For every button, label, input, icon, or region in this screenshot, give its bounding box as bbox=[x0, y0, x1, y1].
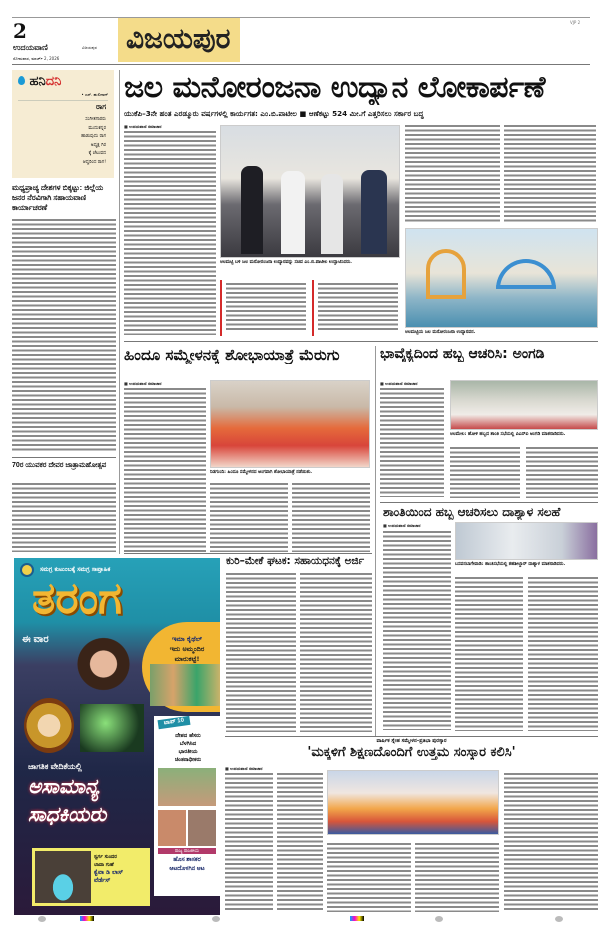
ad-box2-line: ಬೆಳಗಿಸಿದ bbox=[179, 741, 197, 747]
angadi-byline: ■ ಉದಯವಾಣಿ ಸಮಾಚಾರ bbox=[380, 381, 418, 386]
ad-top10: ಟಾಪ್ 10 bbox=[158, 716, 191, 729]
lead-body-col4 bbox=[504, 124, 596, 224]
color-registration-marks bbox=[0, 916, 600, 924]
ad-box3-line: ವೆರ್ಡೆಸ್ bbox=[94, 877, 111, 884]
ad-box1-line: ಮಾರುಕಟ್ಟೆ! bbox=[174, 655, 200, 663]
hindu-caption: ನಿಡಗುಂದಿ: ಹಿಂದೂ ಸಮ್ಮೇಳನದ ಅಂಗವಾಗಿ ಶೋಭಾಯಾತ್ರೆ ನಡೆಯಿತು. bbox=[210, 470, 370, 476]
ad-feature1: ಜಾಗತಿಕ ವೇದಿಕೆಯಲ್ಲಿ bbox=[28, 762, 82, 771]
school-kicker: ವಾರ್ಷಿಕ ಸ್ನೇಹ ಸಮ್ಮೇಳನ–ಪ್ರತಿಭಾ ಪುರಸ್ಕಾರ bbox=[376, 738, 447, 744]
lead-photo bbox=[220, 125, 400, 258]
hanidani-column bbox=[12, 70, 114, 178]
poem-line: ಹಾಡುವುದು ರಾಗ bbox=[81, 134, 106, 139]
hindu-procession-photo bbox=[210, 380, 370, 468]
school-body-col2 bbox=[277, 772, 323, 912]
shanti-meeting-photo bbox=[455, 522, 598, 560]
poem-line: ಕ್ಕೆ ಚೆಲುವದ bbox=[88, 151, 106, 156]
kuri-body-col2 bbox=[300, 572, 372, 732]
school-body-col1 bbox=[225, 772, 273, 912]
drop-icon bbox=[18, 76, 25, 85]
sidebar-story2-body bbox=[12, 482, 116, 552]
page-code: VJP 2 bbox=[570, 20, 581, 25]
lead-headline: ಜಲ ಮನೋರಂಜನಾ ಉದ್ಯಾನ ಲೋಕಾರ್ಪಣೆ bbox=[124, 70, 545, 105]
lead-subheadline: ಯುಕೆಪಿ–3ನೇ ಹಂತ ಎರಡ್ಮೂರು ವರ್ಷಗಳಲ್ಲಿ ಕಾರ್ಯಗತ: ಎಂ.ಬಿ.ಪಾಟೀಲ ■ ಆಣೆಕಟ್ಟು 524 ಮೀ.ಗೆ ಎತ್ತರಿಸಲು ಸರ್ಕಾರ ಬದ್ಧ bbox=[124, 109, 424, 118]
ad-portrait bbox=[158, 768, 216, 806]
ad-feature2: ಅಸಾಮಾನ್ಯ bbox=[28, 776, 99, 798]
ad-goddess-photo bbox=[24, 698, 74, 753]
school-byline: ■ ಉದಯವಾಣಿ ಸಮಾಚಾರ bbox=[225, 766, 263, 771]
shanti-body-col3 bbox=[528, 576, 598, 731]
region-banner bbox=[118, 18, 240, 62]
poem-title: ರಾಗ bbox=[96, 104, 106, 111]
ad-box3-line: ಲಾವಾ ಗುಹೆ bbox=[94, 862, 114, 868]
ad-box3 bbox=[32, 848, 150, 906]
ad-box4-line: ಹೊಸ ಶಾಸಕರ bbox=[173, 857, 201, 863]
ad-title: ತರಂಗ bbox=[32, 574, 122, 623]
ad-green-photo bbox=[80, 704, 144, 752]
ad-portrait bbox=[158, 810, 186, 846]
lead-quote-box1 bbox=[220, 280, 308, 336]
poem-line: ಸಂಗೀತಗಾರರು bbox=[85, 117, 106, 122]
date: ಸೋಮವಾರ, ಮಾರ್ಚ್ 2, 2026 bbox=[13, 56, 60, 61]
ad-box1-line: ಇಮಾ ಕೈಥೆಲ್ bbox=[171, 635, 203, 643]
lead-body-col3 bbox=[405, 124, 500, 224]
ad-box2-line: ದೇಶದ ಹೆಸರು bbox=[175, 733, 201, 739]
kuri-headline: ಕುರಿ–ಮೇಕೆ ಘಟಕ: ಸಹಾಯಧನಕ್ಕೆ ಅರ್ಜಿ bbox=[226, 555, 365, 567]
angadi-caption: ಆಲಮೇಲ: ಹೋಳಿ ಹಬ್ಬದ ಶಾಂತಿ ಸಭೆಯಲ್ಲಿ ಪಿಎಸ್‌ಐ ಅಂಗಡಿ ಮಾತನಾಡಿದರು. bbox=[450, 432, 598, 438]
angadi-headline: ಭಾವೈಕ್ಯದಿಂದ ಹಬ್ಬ ಆಚರಿಸಿ: ಅಂಗಡಿ bbox=[380, 346, 545, 362]
ad-box4-line: ಆಟದೊಳಗಿನ ಆಟ bbox=[169, 866, 205, 872]
shanti-byline: ■ ಉದಯವಾಣಿ ಸಮಾಚಾರ bbox=[383, 523, 421, 528]
ad-box4-tag: ರಾಜ್ಯ ರಾಜಕೀಯ bbox=[158, 848, 216, 854]
ad-box2-line: ಚಿಂತನಾಧೀಕರು bbox=[174, 757, 202, 763]
ad-tagline: ಸಮಗ್ರ ಕುಟುಂಬಕ್ಕೆ ಸಮಗ್ರ ಸಾಪ್ತಾಹಿಕ bbox=[40, 566, 111, 573]
shanti-headline: ಶಾಂತಿಯಿಂದ ಹಬ್ಬ ಆಚರಿಸಲು ದಾಶ್ಯಾಳ ಸಲಹೆ bbox=[383, 505, 561, 519]
school-headline: 'ಮಕ್ಕಳಿಗೆ ಶಿಕ್ಷಣದೊಂದಿಗೆ ಉತ್ತಮ ಸಂಸ್ಕಾರ ಕಲಿಸಿ' bbox=[307, 745, 516, 760]
hindu-headline: ಹಿಂದೂ ಸಮ್ಮೇಳನಕ್ಕೆ ಶೋಭಾಯಾತ್ರೆ ಮೆರುಗು bbox=[124, 346, 340, 364]
ad-cave-photo bbox=[35, 851, 91, 903]
hindu-byline: ■ ಉದಯವಾಣಿ ಸಮಾಚಾರ bbox=[124, 381, 162, 386]
ad-box1-line: ಇದು ಅಮ್ಮಂದಿರ bbox=[169, 645, 205, 653]
school-event-photo bbox=[327, 770, 499, 835]
ad-portrait bbox=[188, 810, 216, 846]
lead-byline: ■ ಉದಯವಾಣಿ ಸಮಾಚಾರ bbox=[124, 124, 162, 129]
angadi-body-col2 bbox=[450, 446, 520, 498]
school-body-col4 bbox=[415, 842, 499, 912]
hindu-body-col2 bbox=[210, 482, 288, 552]
school-body-col5 bbox=[504, 772, 598, 912]
kuri-body-col1 bbox=[226, 572, 296, 732]
column-title-b: ದನಿ bbox=[45, 74, 62, 89]
shanti-body-col1 bbox=[383, 530, 451, 730]
ad-week: ಈ ವಾರ bbox=[22, 634, 49, 645]
ad-box2-line: ಭಾರತೀಯ bbox=[178, 749, 198, 755]
lead-quote-box2 bbox=[312, 280, 400, 336]
waterpark-caption: ಆಲಮಟ್ಟಿಯ ಜಲ ಮನೋರಂಜನಾ ಉದ್ಯಾನವನ. bbox=[405, 330, 598, 336]
ad-market-photo bbox=[150, 664, 220, 706]
column-title-a: ಹನಿ bbox=[29, 74, 46, 89]
sidebar-story2-headline: 70ರ ಯುವಕರ ದೇವರ ಜಾತ್ರಾಮಹೋತ್ಸವ bbox=[12, 462, 107, 469]
ad-feature3: ಸಾಧಕಿಯರು bbox=[28, 804, 107, 826]
shanti-caption: ಬಸವನಬಾಗೇವಾಡಿ: ಶಾಂತಿಸಭೆಯಲ್ಲಿ ತಹಶೀಲ್ದಾರ್ ದಾಶ್ಯಾಳ ಮಾತನಾಡಿದರು. bbox=[455, 562, 598, 568]
hindu-body-col3 bbox=[292, 482, 370, 552]
waterpark-photo bbox=[405, 228, 598, 328]
paper-name: ಉದಯವಾಣಿ bbox=[13, 43, 48, 52]
hindu-body-col1 bbox=[124, 387, 206, 552]
lead-body-col1 bbox=[124, 130, 216, 335]
edition-tag: ವಿಜಯಪುರ bbox=[82, 45, 97, 50]
sidebar-story1-headline: ಮಧ್ಯಪ್ರಾಚ್ಯ ದೇಶಗಳ ಬಿಕ್ಕಟ್ಟು: ಜಿಲ್ಲೆಯ ಜನರ ನೆರವಿಗಾಗಿ ಸಹಾಯವಾಣಿ ಕಾರ್ಯಾಚರಣೆ bbox=[12, 183, 104, 212]
column-author: • ಎಸ್. ಹುಲಿದಾದ್ bbox=[81, 92, 108, 97]
angadi-meeting-photo bbox=[450, 380, 598, 430]
poem-line: ಆದ್ದರಿಂದ ರಾಗ! bbox=[82, 159, 106, 165]
angadi-body-col3 bbox=[526, 446, 598, 498]
taranga-ad[interactable] bbox=[14, 558, 220, 915]
lead-caption: ಆಲಮಟ್ಟಿ ಬಳಿ ಜಲ ಮನೋರಂಜನಾ ಉದ್ಯಾನವನ್ನು ಸಚಿವ ಎಂ.ಬಿ.ಪಾಟೀಲ ಉದ್ಘಾಟಿಸಿದರು. bbox=[220, 260, 400, 266]
page-number: 2 bbox=[13, 19, 27, 43]
shanti-body-col2 bbox=[455, 576, 523, 731]
ad-box3-line: ಕ್ವೆವಾ ಡಿ ಲಾಸ್ bbox=[94, 869, 124, 876]
sidebar-story1-body bbox=[12, 218, 116, 453]
poem-line: ಮುದುಕನ್ನರ bbox=[88, 125, 106, 131]
region-banner-text: ವಿಜಯಪುರ bbox=[126, 22, 231, 55]
school-body-col3 bbox=[327, 842, 411, 912]
angadi-body-col1 bbox=[380, 387, 444, 497]
ad-box2 bbox=[154, 716, 220, 896]
ad-box3-line: ಸ್ವರ್ಗ ಸುಂದರ bbox=[94, 854, 117, 860]
poem-line: ಅಧ್ಯಕ್ಷ ಗಿರ bbox=[90, 142, 106, 148]
